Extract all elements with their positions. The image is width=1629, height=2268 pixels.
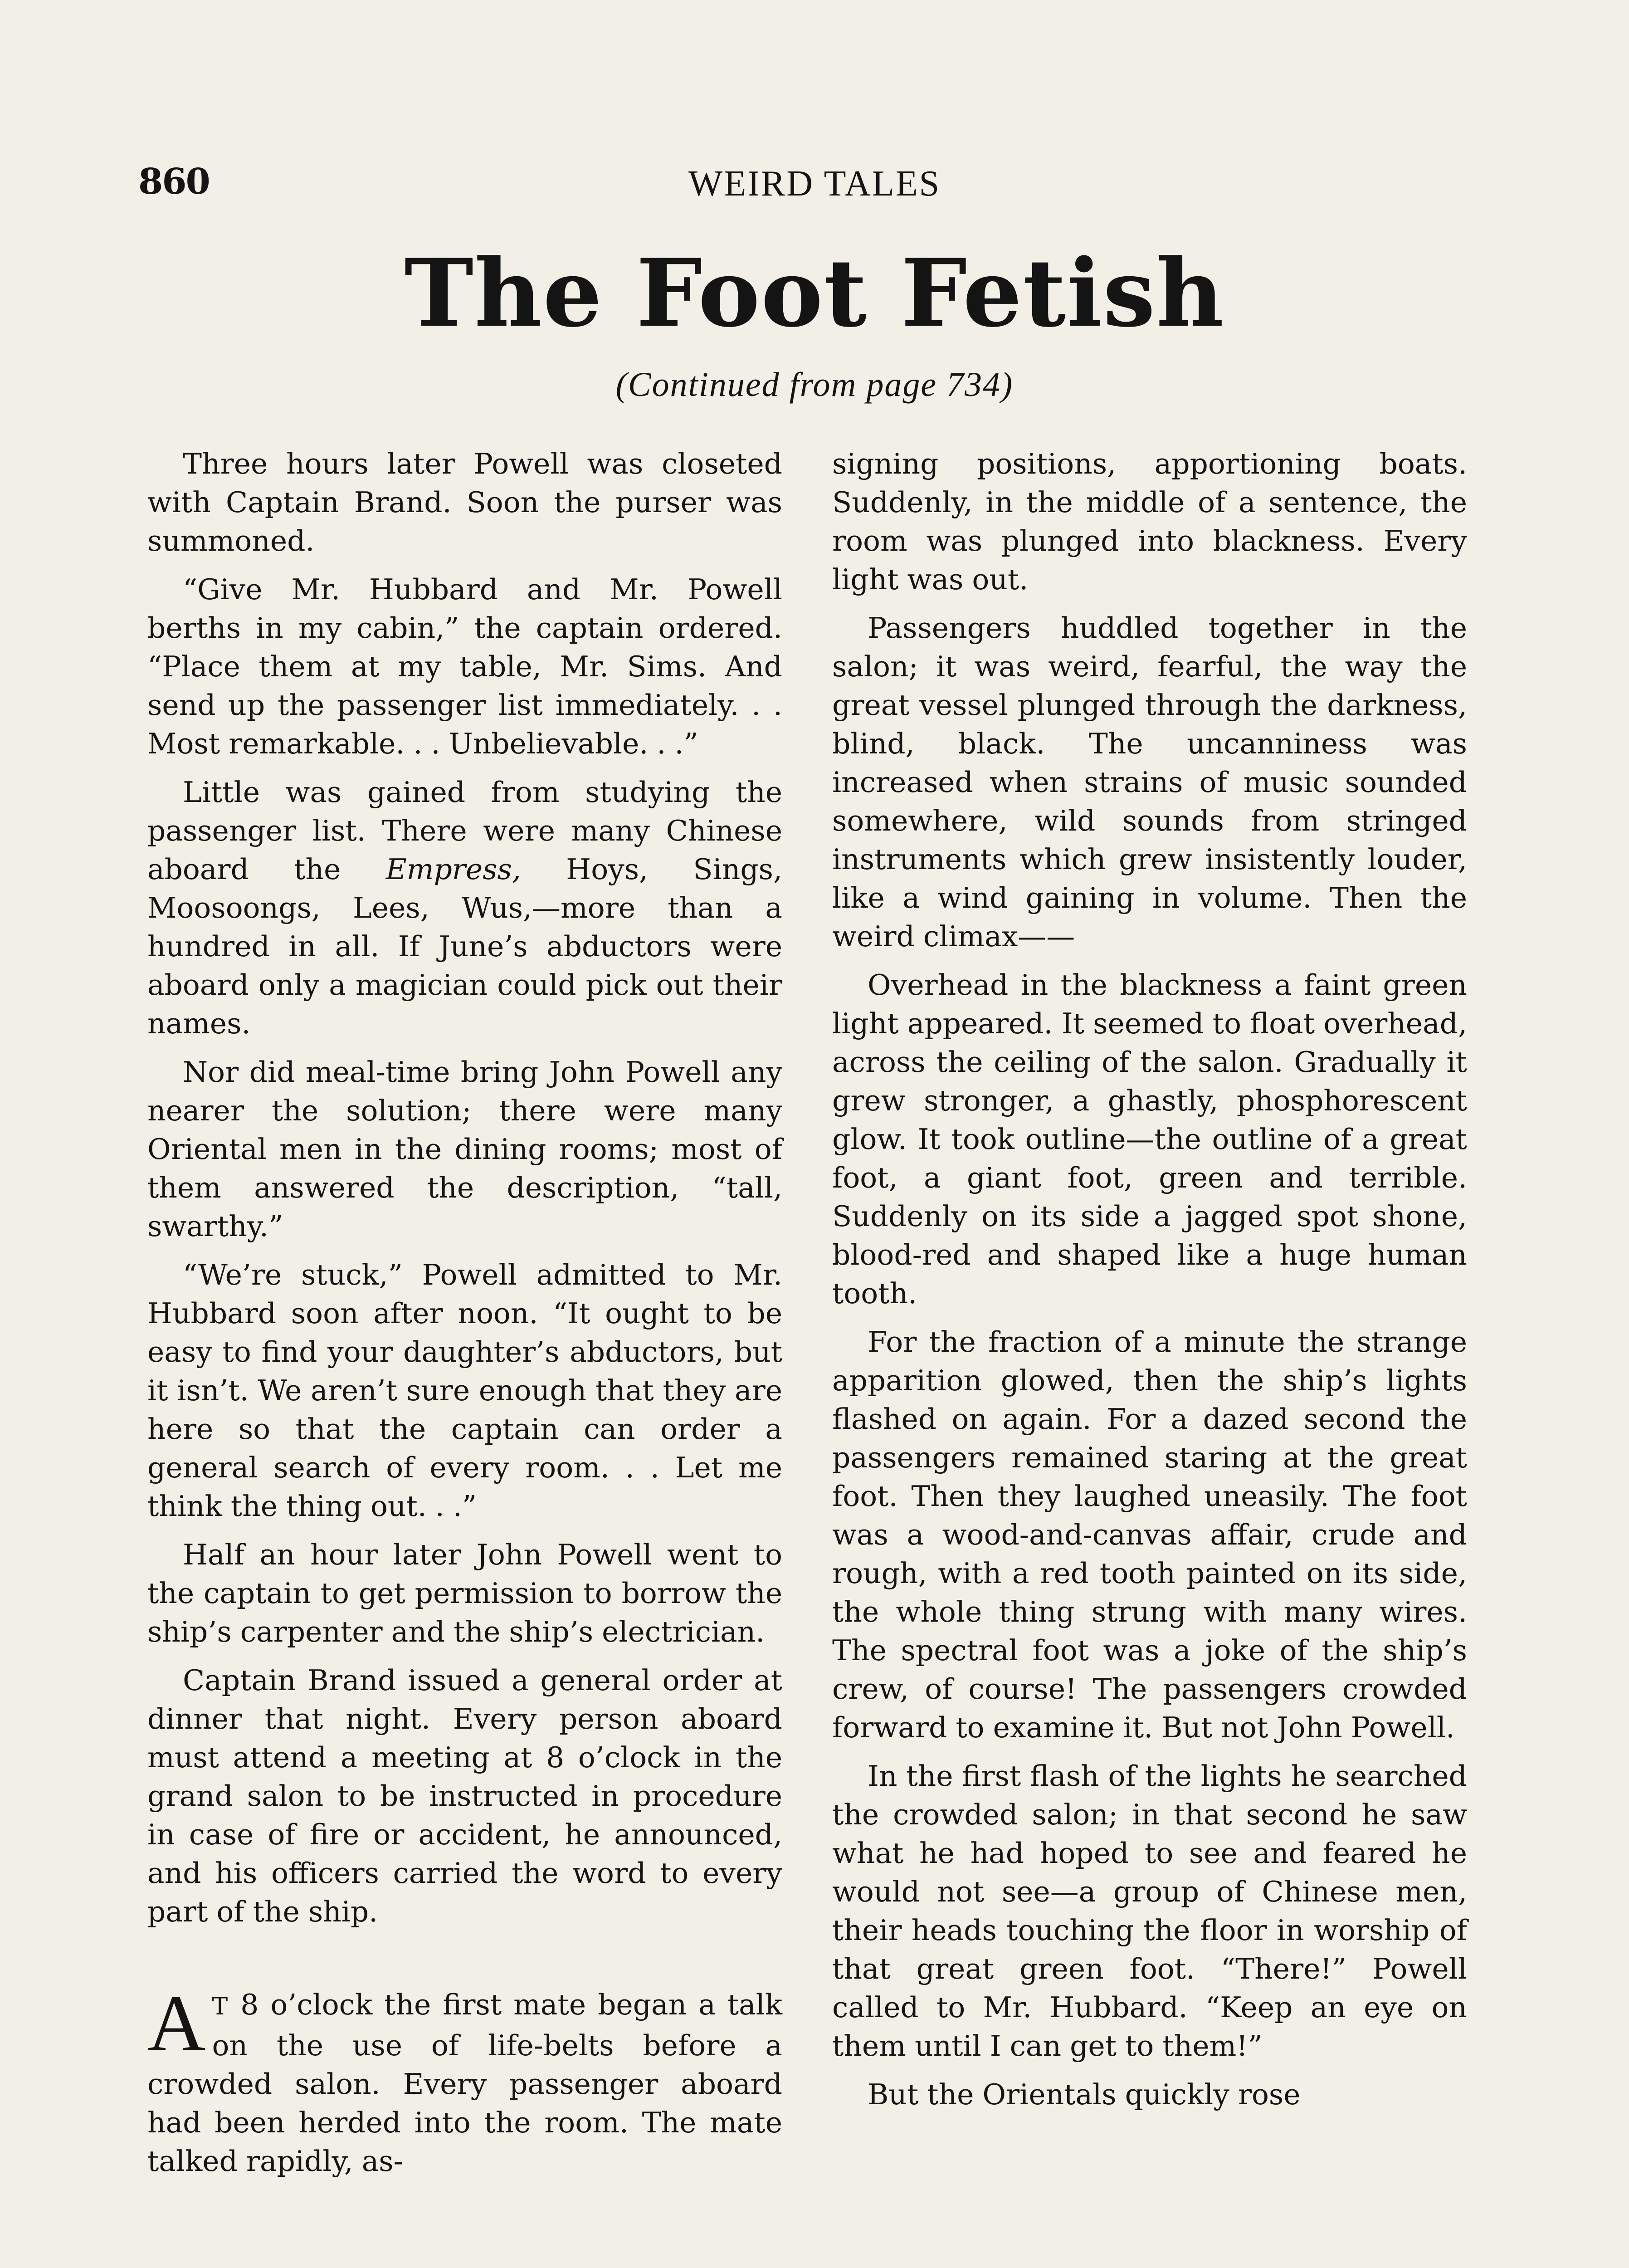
- paragraph: Overhead in the blackness a faint green light appeared. It seemed to float overhead, across the ceiling of the salon. Gradually it grew stronger, a ghastly, phosphorescent glow. It took outline—the outline of a great foot, a giant foot, green and terrible. Suddenly on its side a jagged spot shone, blood-red and shaped like a huge human tooth.: [832, 968, 1467, 1310]
- paragraph: “Give Mr. Hubbard and Mr. Powell berths in my cabin,” the captain ordered. “Place them at my table, Mr. Sims. And send up the passenger list immediately. . . Most remarkable. . . Unbelievable. . .”: [147, 573, 782, 760]
- ship-name: Empress,: [385, 853, 521, 886]
- section-opening-paragraph: [147, 1978, 782, 2180]
- drop-cap: A: [147, 1978, 206, 2068]
- small-caps-text: T: [212, 1993, 229, 2020]
- page-number: 860: [138, 161, 210, 202]
- right-column: [832, 445, 1467, 2124]
- continued-note: (Continued from page 734): [615, 366, 1014, 404]
- paragraph: Captain Brand issued a general order at dinner that night. Every person aboard must attend a meeting at 8 o’clock in the grand salon to be instructed in procedure in case of fire or accident, he announced, and his officers carried the word to every part of the ship.: [147, 1664, 782, 1928]
- paragraph: But the Orientals quickly rose: [868, 2078, 1301, 2111]
- story-title: The Foot Fetish: [404, 239, 1225, 348]
- paragraph-text: 8 o’clock the first mate began a talk on the use of life-belts before a crowded salon. Every passenger aboard had been herded into the room. The mate talked rapidly, as-: [147, 1988, 782, 2178]
- paragraph: Three hours later Powell was closeted with Captain Brand. Soon the purser was summoned.: [147, 447, 782, 557]
- paragraph: For the fraction of a minute the strange apparition glowed, then the ship’s lights flashed on again. For a dazed second the passengers remained staring at the great foot. Then they laughed uneasily. The foot was a wood-and-canvas affair, crude and rough, with a red tooth painted on its side, the whole thing strung with many wires. The spectral foot was a joke of the ship’s crew, of course! The passengers crowded forward to examine it. But not John Powell.: [832, 1325, 1467, 1744]
- left-column: [147, 445, 782, 2190]
- paragraph-text: Little was gained from studying the passenger list. There were many Chinese aboard the: [147, 776, 782, 886]
- paragraph-text: Hoys, Sings, Moosoongs, Lees, Wus,—more than a hundred in all. If June’s abductors were aboard only a magician could pick out their names.: [147, 853, 782, 1040]
- paragraph: “We’re stuck,” Powell admitted to Mr. Hubbard soon after noon. “It ought to be easy to find your daughter’s abductors, but it isn’t. We aren’t sure enough that they are here so that the captain can order a general search of every room. . . Let me think the thing out. . .”: [147, 1258, 782, 1523]
- paragraph: [147, 773, 782, 1043]
- paragraph: Half an hour later John Powell went to the captain to get permission to borrow the ship’s carpenter and the ship’s electrician.: [147, 1538, 782, 1648]
- running-head: WEIRD TALES: [688, 164, 941, 204]
- paragraph: signing positions, apportioning boats. Suddenly, in the middle of a sentence, the room was plunged into blackness. Every light was out.: [832, 447, 1467, 596]
- paragraph: Passengers huddled together in the salon; it was weird, fearful, the way the great vessel plunged through the darkness, blind, black. The uncanniness was increased when strains of music sounded somewhere, wild sounds from stringed instruments which grew insistently louder, like a wind gaining in volume. Then the weird climax——: [832, 611, 1467, 953]
- paragraph: In the first flash of the lights he searched the crowded salon; in that second he saw what he had hoped to see and feared he would not see—a group of Chinese men, their heads touching the floor in worship of that great green foot. “There!” Powell called to Mr. Hubbard. “Keep an eye on them until I can get to them!”: [832, 1760, 1467, 2063]
- paragraph: Nor did meal-time bring John Powell any nearer the solution; there were many Oriental men in the dining rooms; most of them answered the description, “tall, swarthy.”: [147, 1056, 782, 1243]
